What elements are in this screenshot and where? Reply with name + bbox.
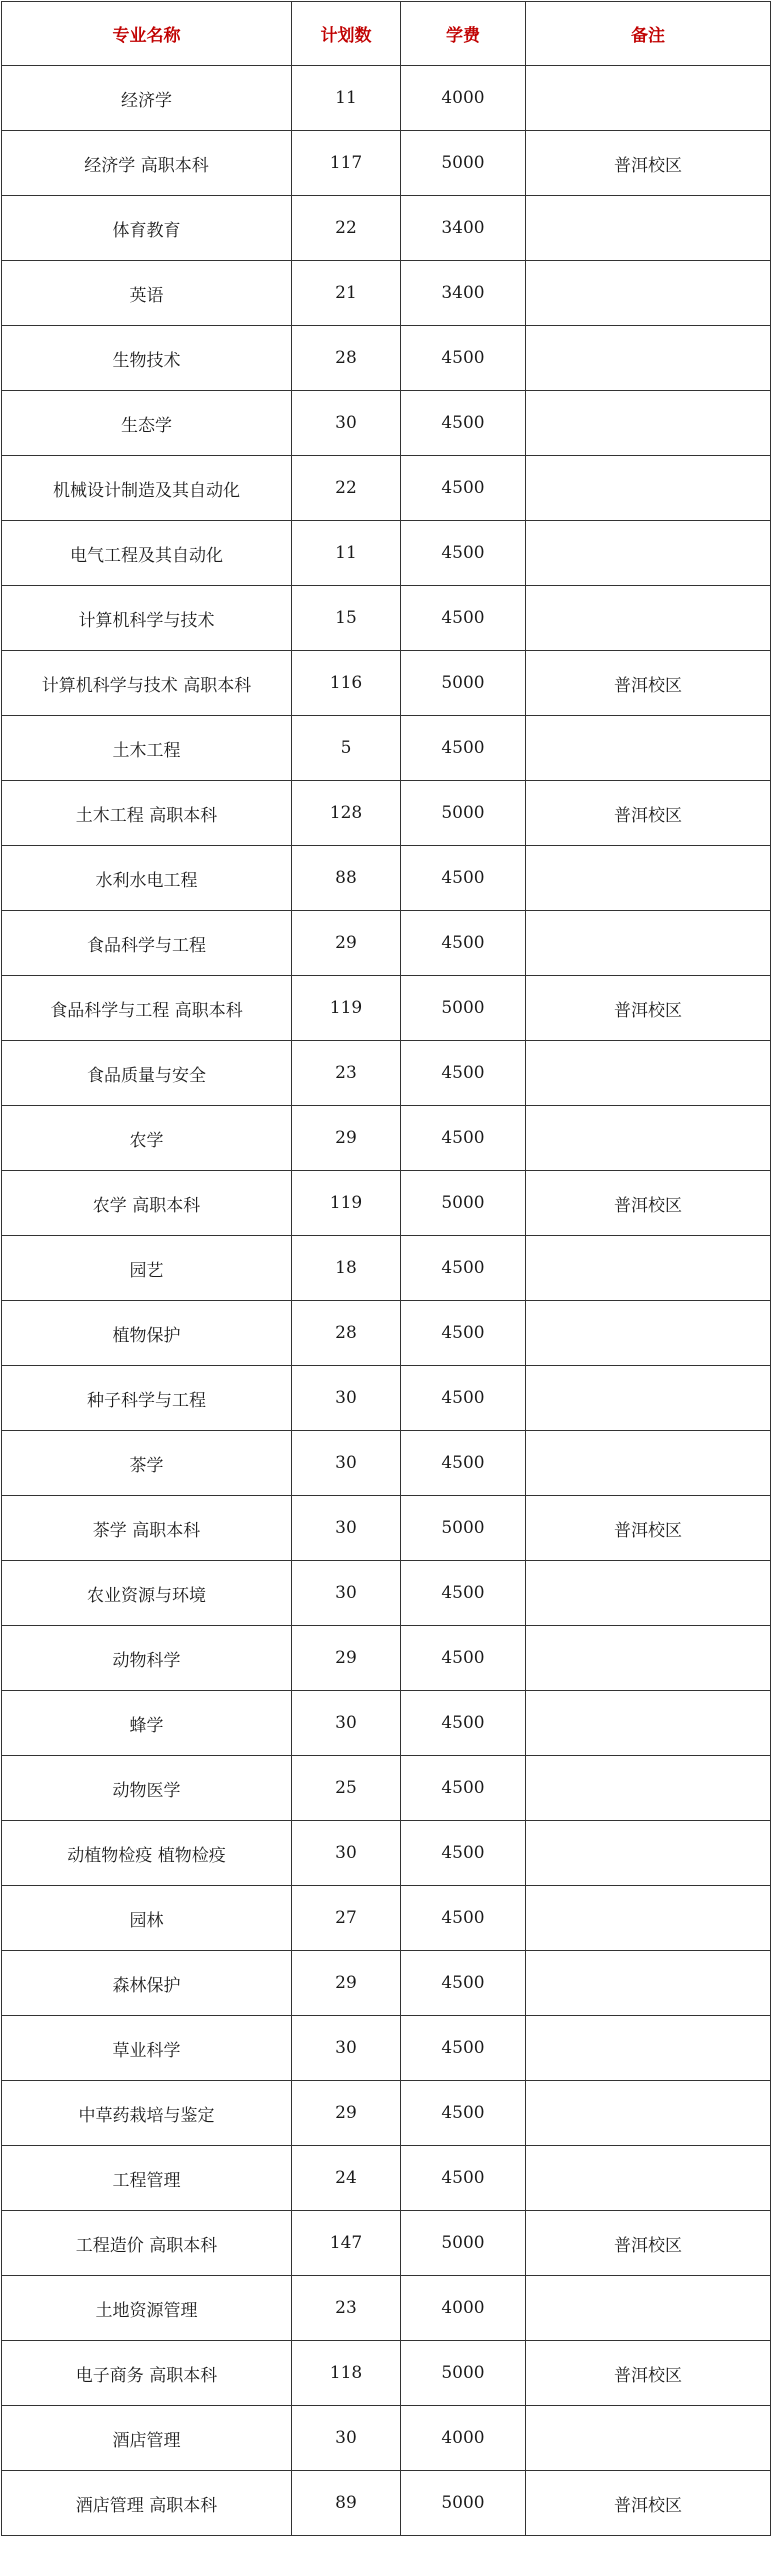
table-row [2,1366,771,1431]
plan-count-cell: 30 [292,2016,401,2081]
plan-count-cell: 21 [292,261,401,326]
remarks-cell: 普洱校区 [526,976,771,1041]
table-row [2,1951,771,2016]
plan-count-cell: 29 [292,1951,401,2016]
table-row [2,2146,771,2211]
remarks-cell [526,1886,771,1951]
plan-count-cell: 88 [292,846,401,911]
plan-count-cell: 30 [292,1691,401,1756]
table-row [2,781,771,846]
plan-count-cell: 119 [292,976,401,1041]
major-cell: 农学 高职本科 [2,1171,292,1236]
plan-count-cell: 119 [292,1171,401,1236]
remarks-cell: 普洱校区 [526,2471,771,2536]
major-cell: 工程造价 高职本科 [2,2211,292,2276]
remarks-cell [526,1106,771,1171]
major-cell: 中草药栽培与鉴定 [2,2081,292,2146]
tuition-cell: 4500 [401,521,526,586]
tuition-cell: 4500 [401,911,526,976]
plan-count-cell: 29 [292,911,401,976]
plan-count-cell: 118 [292,2341,401,2406]
tuition-cell: 4500 [401,1691,526,1756]
plan-count-cell: 89 [292,2471,401,2536]
major-cell: 茶学 高职本科 [2,1496,292,1561]
table-row [2,2211,771,2276]
plan-count-cell: 30 [292,1366,401,1431]
remarks-cell: 普洱校区 [526,651,771,716]
tuition-cell: 4500 [401,1756,526,1821]
table-body [2,66,771,2536]
remarks-cell [526,66,771,131]
table-row [2,1756,771,1821]
plan-count-cell: 24 [292,2146,401,2211]
plan-count-cell: 29 [292,1106,401,1171]
major-cell: 土地资源管理 [2,2276,292,2341]
plan-count-cell: 29 [292,2081,401,2146]
major-cell: 经济学 高职本科 [2,131,292,196]
plan-count-cell: 11 [292,521,401,586]
table-row [2,261,771,326]
table-row [2,1106,771,1171]
major-cell: 土木工程 高职本科 [2,781,292,846]
remarks-cell [526,911,771,976]
header-plan-count: 计划数 [292,2,401,66]
major-cell: 食品质量与安全 [2,1041,292,1106]
plan-count-cell: 30 [292,391,401,456]
plan-count-cell: 30 [292,1431,401,1496]
tuition-cell: 4500 [401,586,526,651]
major-cell: 草业科学 [2,2016,292,2081]
major-cell: 工程管理 [2,2146,292,2211]
plan-count-cell: 30 [292,1821,401,1886]
table-row [2,1691,771,1756]
tuition-cell: 4500 [401,1561,526,1626]
remarks-cell [526,326,771,391]
tuition-cell: 4500 [401,1236,526,1301]
remarks-cell [526,716,771,781]
tuition-cell: 5000 [401,1171,526,1236]
table-row [2,1821,771,1886]
plan-count-cell: 30 [292,1561,401,1626]
remarks-cell [526,846,771,911]
major-cell: 蜂学 [2,1691,292,1756]
table-row [2,976,771,1041]
major-cell: 酒店管理 [2,2406,292,2471]
tuition-cell: 4500 [401,2146,526,2211]
major-cell: 生态学 [2,391,292,456]
table-row [2,1561,771,1626]
tuition-cell: 4000 [401,2276,526,2341]
table-row [2,391,771,456]
remarks-cell [526,391,771,456]
tuition-cell: 4500 [401,326,526,391]
table-row [2,2471,771,2536]
remarks-cell: 普洱校区 [526,131,771,196]
remarks-cell [526,456,771,521]
header-remarks: 备注 [526,2,771,66]
remarks-cell [526,1041,771,1106]
major-cell: 电气工程及其自动化 [2,521,292,586]
plan-count-cell: 128 [292,781,401,846]
remarks-cell: 普洱校区 [526,1496,771,1561]
major-cell: 森林保护 [2,1951,292,2016]
major-cell: 园林 [2,1886,292,1951]
major-cell: 食品科学与工程 [2,911,292,976]
plan-count-cell: 18 [292,1236,401,1301]
tuition-cell: 4500 [401,1951,526,2016]
major-cell: 动物医学 [2,1756,292,1821]
major-cell: 体育教育 [2,196,292,261]
table-row [2,1431,771,1496]
major-cell: 植物保护 [2,1301,292,1366]
remarks-cell [526,521,771,586]
remarks-cell [526,1236,771,1301]
tuition-cell: 5000 [401,2211,526,2276]
table-row [2,2016,771,2081]
table-row [2,1886,771,1951]
enrollment-table [1,1,771,2536]
header-row [2,2,771,66]
major-cell: 酒店管理 高职本科 [2,2471,292,2536]
remarks-cell: 普洱校区 [526,781,771,846]
plan-count-cell: 23 [292,1041,401,1106]
plan-count-cell: 22 [292,456,401,521]
remarks-cell: 普洱校区 [526,2341,771,2406]
tuition-cell: 4500 [401,1366,526,1431]
plan-count-cell: 117 [292,131,401,196]
major-cell: 园艺 [2,1236,292,1301]
tuition-cell: 4500 [401,1431,526,1496]
table-row [2,1236,771,1301]
major-cell: 计算机科学与技术 高职本科 [2,651,292,716]
major-cell: 水利水电工程 [2,846,292,911]
tuition-cell: 4500 [401,846,526,911]
tuition-cell: 4500 [401,456,526,521]
table-row [2,326,771,391]
plan-count-cell: 22 [292,196,401,261]
remarks-cell [526,1431,771,1496]
table-row [2,2406,771,2471]
major-cell: 茶学 [2,1431,292,1496]
table-row [2,911,771,976]
tuition-cell: 4500 [401,2016,526,2081]
tuition-cell: 5000 [401,1496,526,1561]
table-row [2,716,771,781]
remarks-cell [526,1626,771,1691]
plan-count-cell: 147 [292,2211,401,2276]
table-row [2,2341,771,2406]
major-cell: 农学 [2,1106,292,1171]
plan-count-cell: 25 [292,1756,401,1821]
major-cell: 动植物检疫 植物检疫 [2,1821,292,1886]
major-cell: 经济学 [2,66,292,131]
table-row [2,1171,771,1236]
remarks-cell [526,2016,771,2081]
table-row [2,521,771,586]
tuition-cell: 5000 [401,651,526,716]
tuition-cell: 4500 [401,1821,526,1886]
table-row [2,2081,771,2146]
plan-count-cell: 30 [292,1496,401,1561]
plan-count-cell: 29 [292,1626,401,1691]
remarks-cell [526,2276,771,2341]
remarks-cell [526,1756,771,1821]
table-row [2,586,771,651]
tuition-cell: 4500 [401,1886,526,1951]
table-row [2,196,771,261]
plan-count-cell: 23 [292,2276,401,2341]
remarks-cell [526,1691,771,1756]
table-row [2,66,771,131]
remarks-cell [526,1951,771,2016]
plan-count-cell: 28 [292,1301,401,1366]
table-row [2,1041,771,1106]
major-cell: 计算机科学与技术 [2,586,292,651]
plan-count-cell: 11 [292,66,401,131]
tuition-cell: 4500 [401,1301,526,1366]
major-cell: 机械设计制造及其自动化 [2,456,292,521]
major-cell: 电子商务 高职本科 [2,2341,292,2406]
remarks-cell [526,196,771,261]
remarks-cell [526,261,771,326]
header-major: 专业名称 [2,2,292,66]
remarks-cell [526,1301,771,1366]
major-cell: 农业资源与环境 [2,1561,292,1626]
tuition-cell: 5000 [401,131,526,196]
remarks-cell [526,1561,771,1626]
plan-count-cell: 116 [292,651,401,716]
tuition-cell: 4500 [401,1106,526,1171]
tuition-cell: 4500 [401,1626,526,1691]
table-row [2,2276,771,2341]
remarks-cell [526,2146,771,2211]
tuition-cell: 4500 [401,1041,526,1106]
table-row [2,1301,771,1366]
plan-count-cell: 28 [292,326,401,391]
table-row [2,131,771,196]
tuition-cell: 5000 [401,976,526,1041]
remarks-cell: 普洱校区 [526,2211,771,2276]
tuition-cell: 5000 [401,2471,526,2536]
table-row [2,1626,771,1691]
table-row [2,846,771,911]
tuition-cell: 5000 [401,2341,526,2406]
tuition-cell: 3400 [401,261,526,326]
plan-count-cell: 15 [292,586,401,651]
remarks-cell [526,2081,771,2146]
plan-count-cell: 30 [292,2406,401,2471]
tuition-cell: 4500 [401,2081,526,2146]
remarks-cell: 普洱校区 [526,1171,771,1236]
table-row [2,651,771,716]
tuition-cell: 4000 [401,2406,526,2471]
table-row [2,456,771,521]
remarks-cell [526,1366,771,1431]
tuition-cell: 4000 [401,66,526,131]
major-cell: 动物科学 [2,1626,292,1691]
major-cell: 生物技术 [2,326,292,391]
major-cell: 食品科学与工程 高职本科 [2,976,292,1041]
plan-count-cell: 5 [292,716,401,781]
tuition-cell: 4500 [401,716,526,781]
major-cell: 土木工程 [2,716,292,781]
tuition-cell: 5000 [401,781,526,846]
major-cell: 英语 [2,261,292,326]
table-row [2,1496,771,1561]
plan-count-cell: 27 [292,1886,401,1951]
tuition-cell: 4500 [401,391,526,456]
header-tuition: 学费 [401,2,526,66]
major-cell: 种子科学与工程 [2,1366,292,1431]
remarks-cell [526,586,771,651]
tuition-cell: 3400 [401,196,526,261]
remarks-cell [526,2406,771,2471]
remarks-cell [526,1821,771,1886]
